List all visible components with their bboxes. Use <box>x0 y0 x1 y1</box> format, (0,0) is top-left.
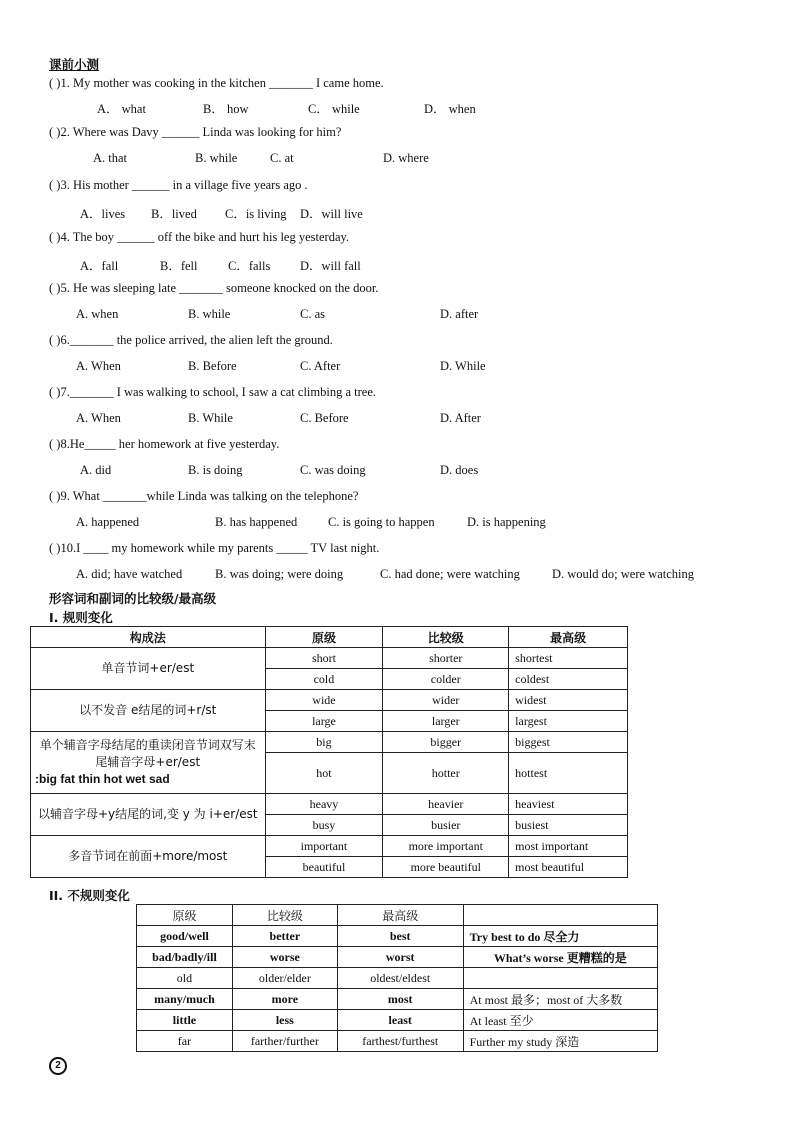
question-option: B. is doing <box>188 463 243 477</box>
base-form-cell: important <box>265 836 383 857</box>
table-row <box>31 690 628 711</box>
question-option: C． while <box>308 102 360 116</box>
superlative-cell: most <box>337 989 463 1010</box>
comparative-cell: more beautiful <box>383 857 509 878</box>
rule-text: 多音节词在前面+more/most <box>68 849 228 863</box>
question-option: C．is living <box>225 207 287 221</box>
superlative-cell: worst <box>337 947 463 968</box>
col-header-superlative: 最高级 <box>337 905 463 926</box>
rule-text: 以辅音字母+y结尾的词,变 y 为 i+er/est <box>37 807 258 821</box>
grammar-heading: 形容词和副词的比较级/最高级 <box>49 591 217 606</box>
table-row <box>31 794 628 815</box>
question-stem: ( )2. Where was Davy ______ Linda was looking for him? <box>49 125 342 139</box>
base-form-cell: many/much <box>137 989 233 1010</box>
question-option: B. while <box>195 151 238 165</box>
table-header-row <box>137 905 658 926</box>
superlative-cell: most beautiful <box>509 857 628 878</box>
regular-comparison-table <box>30 626 628 878</box>
usage-note-cell: At least 至少 <box>463 1010 657 1031</box>
base-form-cell: cold <box>265 669 383 690</box>
table-row <box>137 947 658 968</box>
superlative-cell: oldest/eldest <box>337 968 463 989</box>
question-stem: ( )1. My mother was cooking in the kitchen _______ I came home. <box>49 76 384 90</box>
table-row <box>137 989 658 1010</box>
comparative-cell: less <box>232 1010 337 1031</box>
quiz-heading: 课前小测 <box>49 57 100 72</box>
question-option: D. where <box>383 151 429 165</box>
question-option: D. After <box>440 411 481 425</box>
comparative-cell: bigger <box>383 732 509 753</box>
usage-note-cell: Further my study 深造 <box>463 1031 657 1052</box>
col-header-rule: 构成法 <box>31 627 266 648</box>
question-stem: ( )4. The boy ______ off the bike and hurt his leg yesterday. <box>49 230 350 244</box>
question-option: B．fell <box>160 259 198 273</box>
rule-cell <box>31 648 266 690</box>
question-option: C. was doing <box>300 463 366 477</box>
table-row <box>137 1031 658 1052</box>
question-option: C. at <box>270 151 294 165</box>
rule-text: 单个辅音字母结尾的重读闭音节词双写末尾辅音字母+er/est <box>39 738 256 769</box>
rule-text: 单音节词+er/est <box>101 661 195 675</box>
question-option: C．falls <box>228 259 271 273</box>
comparative-cell: hotter <box>383 753 509 794</box>
table-row <box>31 648 628 669</box>
comparative-cell: wider <box>383 690 509 711</box>
question-option: D. is happening <box>467 515 546 529</box>
superlative-cell: farthest/furthest <box>337 1031 463 1052</box>
table-row <box>137 968 658 989</box>
question-option: C. After <box>300 359 341 373</box>
table-row <box>137 926 658 947</box>
question-option: B．lived <box>151 207 197 221</box>
superlative-cell: coldest <box>509 669 628 690</box>
question-stem: ( )10.I ____ my homework while my parents _____ TV last night. <box>49 541 380 555</box>
question-stem: ( )9. What _______while Linda was talking on the telephone? <box>49 489 359 503</box>
question-option: A. that <box>93 151 128 165</box>
question-option: C. Before <box>300 411 349 425</box>
rule-example: :big fat thin hot wet sad <box>35 772 170 786</box>
question-stem: ( )7._______ I was walking to school, I saw a cat climbing a tree. <box>49 385 376 399</box>
comparative-cell: more <box>232 989 337 1010</box>
col-header-base: 原级 <box>137 905 233 926</box>
question-option: B. Before <box>188 359 237 373</box>
base-form-cell: far <box>137 1031 233 1052</box>
question-stem: ( )5. He was sleeping late _______ someone knocked on the door. <box>49 281 379 295</box>
question-option: A．lives <box>80 207 126 221</box>
question-option: D. While <box>440 359 486 373</box>
table-row <box>137 1010 658 1031</box>
base-form-cell: wide <box>265 690 383 711</box>
rule-text: 以不发音 e结尾的词+r/st <box>79 703 217 717</box>
question-option: B． how <box>203 102 249 116</box>
base-form-cell: short <box>265 648 383 669</box>
question-option: C. is going to happen <box>328 515 435 529</box>
question-option: A. happened <box>76 515 140 529</box>
comparative-cell: older/elder <box>232 968 337 989</box>
superlative-cell: best <box>337 926 463 947</box>
question-option: D. would do; were watching <box>552 567 694 581</box>
table-row <box>31 732 628 753</box>
comparative-cell: shorter <box>383 648 509 669</box>
col-header-notes <box>463 905 657 926</box>
question-option: A. did <box>80 463 112 477</box>
question-option: A. When <box>76 411 121 425</box>
rule-cell <box>31 690 266 732</box>
col-header-superlative: 最高级 <box>509 627 628 648</box>
comparative-cell: colder <box>383 669 509 690</box>
comparative-cell: farther/further <box>232 1031 337 1052</box>
question-option: B. while <box>188 307 231 321</box>
base-form-cell: heavy <box>265 794 383 815</box>
col-header-comparative: 比较级 <box>383 627 509 648</box>
base-form-cell: little <box>137 1010 233 1031</box>
section-irregular-heading: II. 不规则变化 <box>49 888 130 903</box>
superlative-cell: hottest <box>509 753 628 794</box>
base-form-cell: good/well <box>137 926 233 947</box>
comparative-cell: worse <box>232 947 337 968</box>
superlative-cell: most important <box>509 836 628 857</box>
superlative-cell: largest <box>509 711 628 732</box>
rule-cell <box>31 732 266 794</box>
question-stem: ( )8.He_____ her homework at five yesterday. <box>49 437 280 451</box>
comparative-cell: larger <box>383 711 509 732</box>
col-header-comparative: 比较级 <box>232 905 337 926</box>
question-option: D. does <box>440 463 479 477</box>
question-option: A. When <box>76 359 121 373</box>
section-regular-heading: I. 规则变化 <box>49 610 113 625</box>
base-form-cell: big <box>265 732 383 753</box>
base-form-cell: beautiful <box>265 857 383 878</box>
question-option: B. While <box>188 411 233 425</box>
question-option: D． when <box>424 102 476 116</box>
superlative-cell: widest <box>509 690 628 711</box>
table-row <box>31 836 628 857</box>
question-option: C. had done; were watching <box>380 567 520 581</box>
comparative-cell: busier <box>383 815 509 836</box>
usage-note-cell: Try best to do 尽全力 <box>463 926 657 947</box>
question-option: D. after <box>440 307 479 321</box>
question-stem: ( )3. His mother ______ in a village five years ago . <box>49 178 308 192</box>
question-option: D．will fall <box>300 259 361 273</box>
question-option: C. as <box>300 307 325 321</box>
question-option: A. when <box>76 307 119 321</box>
base-form-cell: large <box>265 711 383 732</box>
base-form-cell: busy <box>265 815 383 836</box>
usage-note-cell: At most 最多；most of 大多数 <box>463 989 657 1010</box>
superlative-cell: shortest <box>509 648 628 669</box>
superlative-cell: busiest <box>509 815 628 836</box>
superlative-cell: heaviest <box>509 794 628 815</box>
superlative-cell: biggest <box>509 732 628 753</box>
irregular-comparison-table <box>136 904 658 1052</box>
superlative-cell: least <box>337 1010 463 1031</box>
comparative-cell: better <box>232 926 337 947</box>
question-option: B. has happened <box>215 515 298 529</box>
question-option: A. did; have watched <box>76 567 183 581</box>
col-header-base: 原级 <box>265 627 383 648</box>
question-stem: ( )6._______ the police arrived, the alien left the ground. <box>49 333 333 347</box>
usage-note-cell <box>463 968 657 989</box>
base-form-cell: hot <box>265 753 383 794</box>
comparative-cell: heavier <box>383 794 509 815</box>
question-option: A． what <box>97 102 146 116</box>
question-option: B. was doing; were doing <box>215 567 344 581</box>
base-form-cell: bad/badly/ill <box>137 947 233 968</box>
question-option: D．will live <box>300 207 363 221</box>
page-number: 2 <box>49 1057 67 1075</box>
comparative-cell: more important <box>383 836 509 857</box>
rule-cell <box>31 836 266 878</box>
base-form-cell: old <box>137 968 233 989</box>
question-option: A．fall <box>80 259 119 273</box>
usage-note-cell: What’s worse 更糟糕的是 <box>463 947 657 968</box>
rule-cell <box>31 794 266 836</box>
